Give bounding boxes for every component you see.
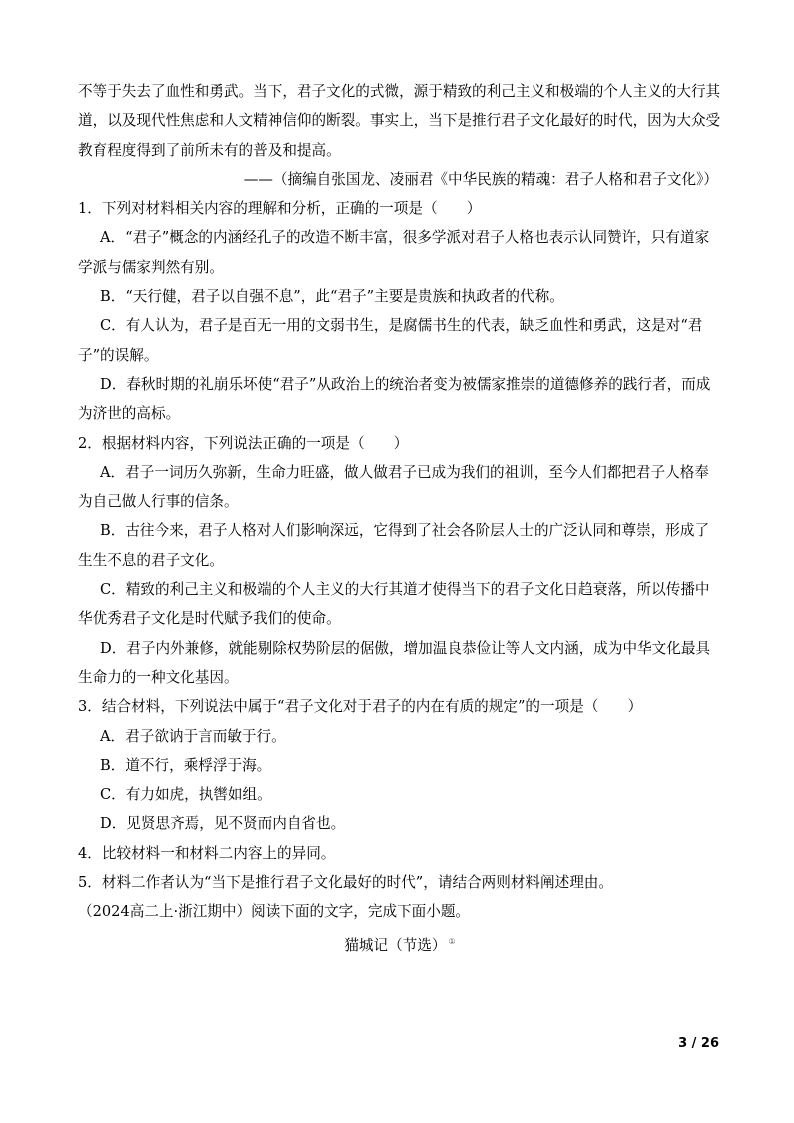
option-d: D．见贤思齐焉，见不贤而内自省也。 [100, 815, 346, 833]
option-a: A．君子欲讷于言而敏于行。 [100, 727, 286, 745]
page-number: 3 / 26 [678, 1036, 719, 1051]
option-b: B．“天行健，君子以自强不息”，此“君子”主要是贵族和执政者的代称。 [100, 288, 564, 306]
option-a: A．君子一词历久弥新，生命力旺盛，做人做君子已成为我们的祖训，至今人们都把君子人格奉为自己做人行事的信条。 [78, 463, 709, 511]
option-c: C．精致的利己主义和极端的个人主义的大行其道才使得当下的君子文化日趋衰落，所以传播中华优秀君子文化是时代赋予我们的使命。 [78, 581, 710, 628]
option-b: B．古往今来，君子人格对人们影响深远，它得到了社会各阶层人士的广泛认同和尊崇，形成了生生不息的君子文化。 [78, 522, 710, 569]
question-4 [78, 839, 722, 868]
question-3 [78, 692, 722, 838]
question-stem: 2．根据材料内容，下列说法正确的一项是（ ） [78, 434, 409, 452]
section-title [78, 927, 722, 960]
question-stem: 3．结合材料，下列说法中属于“君子文化对于君子的内在有质的规定”的一项是（ ） [78, 698, 643, 716]
option-d: D．春秋时期的礼崩乐坏使“君子”从政治上的统治者变为被儒家推崇的道德修养的践行者，而成为济世的高标。 [78, 375, 711, 423]
option-b: B．道不行，乘桴浮于海。 [100, 756, 272, 774]
page-content [78, 77, 722, 960]
section-title-text: 猫城记（节选） [344, 936, 447, 954]
source-attribution: ——（摘编自张国龙、凌丽君《中华民族的精魂：君子人格和君子文化》） [243, 170, 718, 188]
section-instruction: （2024高二上·浙江期中）阅读下面的文字，完成下面小题。 [78, 903, 471, 921]
option-d: D．君子内外兼修，就能剔除权势阶层的倨傲，增加温良恭俭让等人文内涵，成为中华文化最具生命力的一种文化基因。 [78, 639, 711, 686]
question-5 [78, 868, 722, 897]
option-c: C．有力如虎，执辔如组。 [100, 786, 272, 804]
option-a: A．“君子”概念的内涵经孔子的改造不断丰富，很多学派对君子人格也表示认同赞许，只有道家学派与儒家判然有别。 [78, 229, 710, 276]
question-stem: 4．比较材料一和材料二内容上的异同。 [78, 844, 336, 862]
footnote-mark: ① [448, 936, 456, 946]
intro-paragraph: 不等于失去了血性和勇武。当下，君子文化的式微，源于精致的利己主义和极端的个人主义的大行其道，以及现代性焦虑和人文精神信仰的断裂。事实上，当下是推行君子文化最好的时代，因为大众受教育程度得到了前所未有的普及和提高。 [78, 83, 721, 159]
question-stem: 5．材料二作者认为“当下是推行君子文化最好的时代”，请结合两则材料阐述理由。 [78, 874, 613, 892]
question-2 [78, 429, 722, 693]
question-stem: 1．下列对材料相关内容的理解和分析，正确的一项是（ ） [78, 200, 482, 218]
question-1 [78, 194, 722, 428]
option-c: C．有人认为，君子是百无一用的文弱书生，是腐儒书生的代表，缺乏血性和勇武，这是对“君子”的误解。 [78, 317, 703, 364]
